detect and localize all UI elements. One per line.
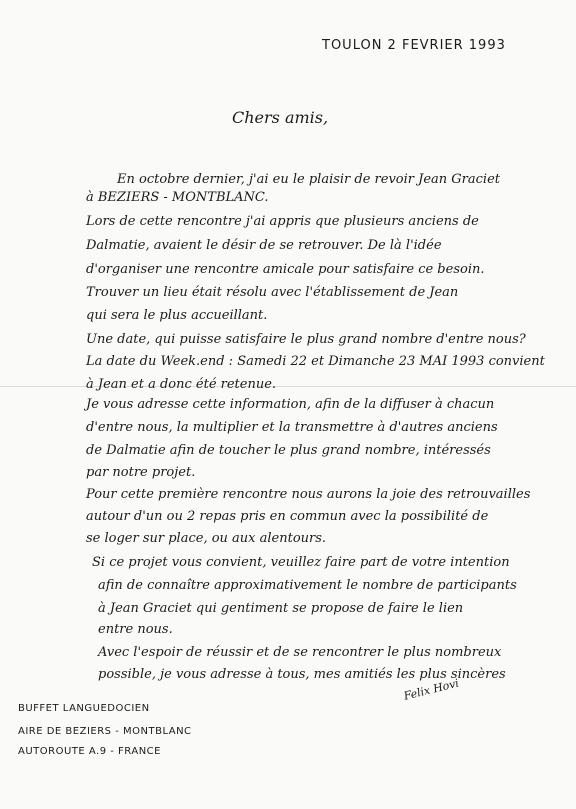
body-line: Dalmatie, avaient le désir de se retrouver. De là l'idée bbox=[86, 238, 442, 253]
body-line: entre nous. bbox=[98, 622, 173, 637]
body-line: à BEZIERS - MONTBLANC. bbox=[86, 190, 269, 205]
body-line: se loger sur place, ou aux alentours. bbox=[86, 531, 327, 546]
body-line: afin de connaître approximativement le nombre de participants bbox=[98, 578, 517, 593]
body-line: Une date, qui puisse satisfaire le plus grand nombre d'entre nous? bbox=[86, 332, 526, 347]
body-line: à Jean et a donc été retenue. bbox=[86, 377, 277, 392]
body-line: possible, je vous adresse à tous, mes amitiés les plus sincères bbox=[98, 667, 506, 682]
signature: Felix Hovi bbox=[402, 676, 461, 703]
body-line: Je vous adresse cette information, afin de la diffuser à chacun bbox=[86, 397, 495, 412]
body-line: d'entre nous, la multiplier et la transmettre à d'autres anciens bbox=[86, 420, 498, 435]
salutation: Chers amis, bbox=[232, 108, 329, 127]
body-line: d'organiser une rencontre amicale pour satisfaire ce besoin. bbox=[86, 262, 485, 277]
body-line: En octobre dernier, j'ai eu le plaisir de revoir Jean Graciet bbox=[117, 172, 501, 187]
body-line: autour d'un ou 2 repas pris en commun avec la possibilité de bbox=[86, 509, 489, 524]
sender-location: AUTOROUTE A.9 - FRANCE bbox=[18, 746, 161, 757]
body-line: par notre projet. bbox=[86, 465, 196, 480]
body-line: La date du Week.end : Samedi 22 et Dimanche 23 MAI 1993 convient bbox=[86, 354, 545, 369]
body-line: Avec l'espoir de réussir et de se rencontrer le plus nombreux bbox=[98, 645, 502, 660]
letter-date: TOULON 2 FEVRIER 1993 bbox=[322, 38, 506, 53]
body-line: de Dalmatie afin de toucher le plus grand nombre, intéressés bbox=[86, 443, 491, 458]
body-line: qui sera le plus accueillant. bbox=[86, 308, 268, 323]
sender-address: AIRE DE BEZIERS - MONTBLANC bbox=[18, 726, 192, 737]
sender-name: BUFFET LANGUEDOCIEN bbox=[18, 703, 150, 714]
body-line: Trouver un lieu était résolu avec l'établissement de Jean bbox=[86, 285, 459, 300]
body-line: à Jean Graciet qui gentiment se propose de faire le lien bbox=[98, 601, 464, 616]
body-line: Pour cette première rencontre nous aurons la joie des retrouvailles bbox=[86, 487, 531, 502]
body-line: Si ce projet vous convient, veuillez faire part de votre intention bbox=[92, 555, 510, 570]
body-line: Lors de cette rencontre j'ai appris que plusieurs anciens de bbox=[86, 214, 479, 229]
